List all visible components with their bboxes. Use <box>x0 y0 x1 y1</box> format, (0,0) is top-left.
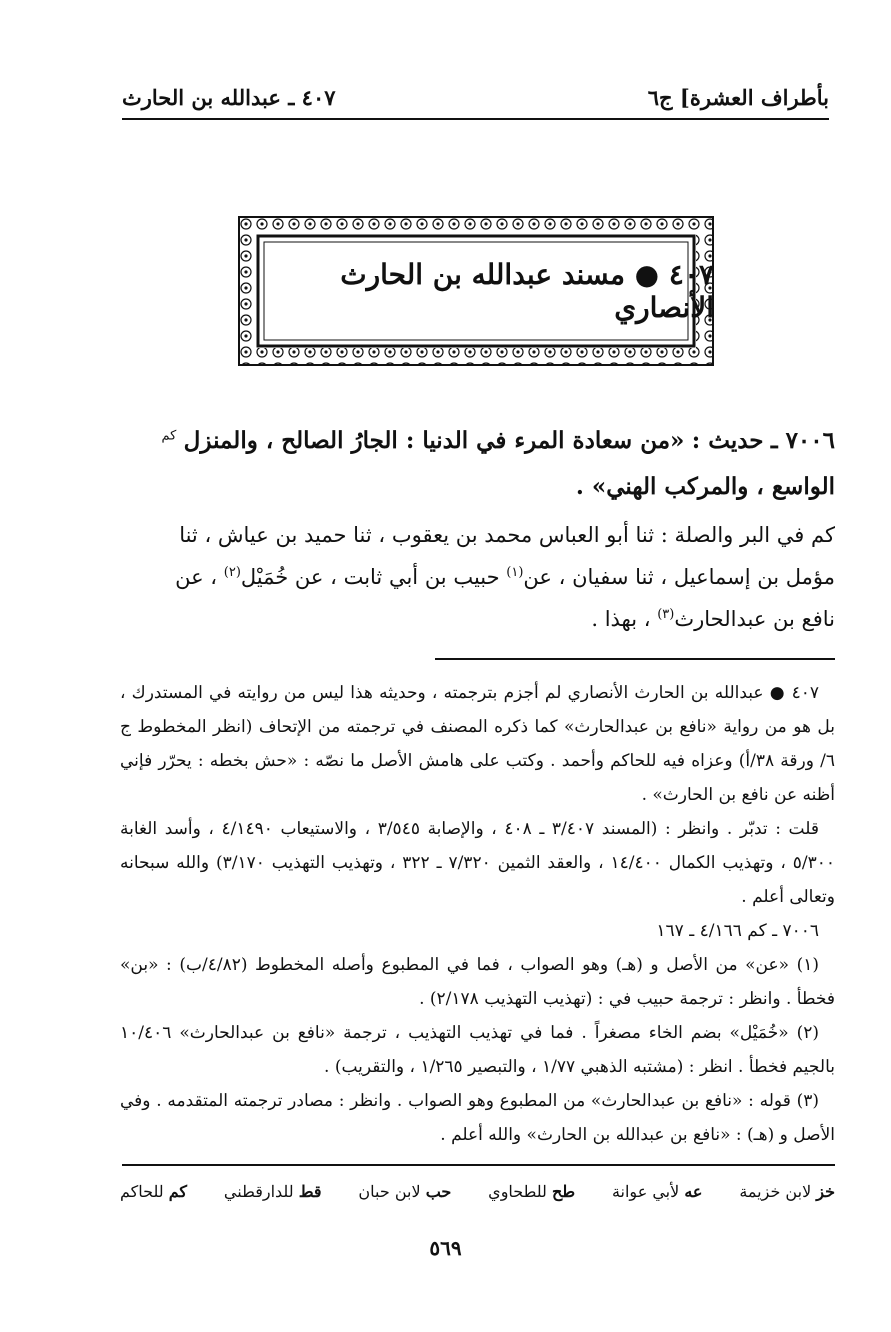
sigla-name: للدارقطني <box>223 1182 294 1201</box>
hadith-block <box>120 418 835 510</box>
sigla-item <box>358 1182 451 1201</box>
sigla-abbr: قط <box>298 1182 322 1201</box>
note-407-sources: قلت : تدبّر . وانظر : (المسند ٣/٤٠٧ ـ ٤٠٨ ، والإصابة ٣/٥٤٥ ، والاستيعاب ٤/١٤٩٠ ، وأسد الغابة ٥/٣٠٠ ، وتهذيب الكمال ١٤/٤٠٠ ، والعقد الثمين ٧/٣٢٠ ـ ٣٢٢ ، وتهذيب التهذيب ٣/١٧٠) والله سبحانه وتعالى أعلم . <box>120 819 835 907</box>
running-header <box>122 76 829 120</box>
footnotes <box>120 676 835 1152</box>
sigla-divider <box>122 1164 835 1166</box>
isnad-text: ، بهذا . <box>591 607 658 631</box>
sigla-abbr: طح <box>552 1182 576 1201</box>
sigla-name: لابن خزيمة <box>739 1182 812 1201</box>
footnote-ref-3: (٣) <box>657 607 675 622</box>
sigla-name: لأبي عوانة <box>611 1182 680 1201</box>
section-title: ٤٠٧ ● مسند عبدالله بن الحارث الأنصاري <box>340 258 714 324</box>
sigla-item <box>612 1182 703 1201</box>
footnote-2: (٢) «خُمَيْل» بضم الخاء مصغراً . فما في تهذيب التهذيب ، ترجمة «نافع بن عبدالحارث» ١٠/٤٠٦ بالجيم فخطأ . انظر : (مشتبه الذهبي ١/٧٧ ، والتبصير ١/٢٦٥ ، والتقريب) . <box>120 1023 835 1077</box>
hadith-number: ٧٠٠٦ ـ <box>770 427 835 454</box>
hadith-line-1 <box>120 418 835 464</box>
isnad-text: نافع بن عبدالحارث <box>674 607 835 631</box>
sigla-item <box>224 1182 322 1201</box>
isnad-line-1: كم في البر والصلة : ثنا أبو العباس محمد بن يعقوب ، ثنا حميد بن عياش ، ثنا <box>179 523 835 547</box>
note-407-intro: ٤٠٧ ● عبدالله بن الحارث الأنصاري لم أجزم بترجمته ، وحديثه هذا ليس من روايته في المستدرك ، بل هو من رواية «نافع بن عبدالحارث» كما ذكره المصنف في ترجمته من الإتحاف (انظر المخطوط ج ٦/ ورقة ٣٨/أ) وعزاه فيه للحاكم وأحمد . وكتب على هامش الأصل ما نصّه : «حش بخطه : يحرّر فإني أظنه عن نافع بن الحارث» . <box>120 683 835 805</box>
sigla-abbr: حب <box>425 1182 452 1201</box>
footnote-ref-1: (١) <box>506 565 524 580</box>
header-volume: بأطراف العشرة] ج٦ <box>647 85 829 110</box>
page-number: ٥٦٩ <box>429 1236 462 1260</box>
sigla-name: للطحاوي <box>488 1182 547 1201</box>
isnad-line-3 <box>120 598 835 640</box>
sigla-abbr: عه <box>684 1182 703 1201</box>
section-title-frame <box>238 216 714 366</box>
sigla-abbr: خز <box>816 1182 835 1201</box>
sigla-item <box>488 1182 575 1201</box>
footnote-ref-2: (٢) <box>223 565 241 580</box>
isnad-line-2 <box>120 556 835 598</box>
hadith-text-1: «من سعادة المرء في الدنيا : الجارُ الصالح ، والمنزل <box>183 427 685 454</box>
sigla-name: لابن حبان <box>358 1182 421 1201</box>
sigla-legend <box>120 1182 835 1201</box>
footnote-1: (١) «عن» من الأصل و (هـ) وهو الصواب ، فما في المطبوع وأصله المخطوط (٤/٨٢/ب) : «بن» فخطأ . وانظر : ترجمة حبيب في : (تهذيب التهذيب ٢/١٧٨) . <box>120 955 835 1009</box>
footnote-divider <box>435 658 835 660</box>
isnad-text: حبيب بن أبي ثابت ، عن خُمَيْل <box>240 565 507 589</box>
isnad-text: ، عن <box>175 565 224 589</box>
hadith-text-2: الواسع ، والمركب الهني» . <box>575 473 835 500</box>
sigla-item <box>120 1182 187 1201</box>
isnad-block <box>120 514 835 640</box>
sigla-item <box>739 1182 835 1201</box>
hadith-label: حديث : <box>691 427 764 454</box>
sigla-abbr: كم <box>168 1182 188 1201</box>
note-7006-ref: ٧٠٠٦ ـ كم ٤/١٦٦ ـ ١٦٧ <box>656 921 819 941</box>
header-chapter: ٤٠٧ ـ عبدالله بن الحارث <box>122 85 336 110</box>
hadith-source-marker: كم <box>161 428 177 444</box>
isnad-text: مؤمل بن إسماعيل ، ثنا سفيان ، عن <box>523 565 835 589</box>
sigla-name: للحاكم <box>120 1182 164 1201</box>
footnote-3: (٣) قوله : «نافع بن عبدالحارث» من المطبوع وهو الصواب . وانظر : مصادر ترجمته المتقدمه . وفي الأصل و (هـ) : «نافع بن عبدالله بن الحارث» والله أعلم . <box>120 1091 835 1145</box>
